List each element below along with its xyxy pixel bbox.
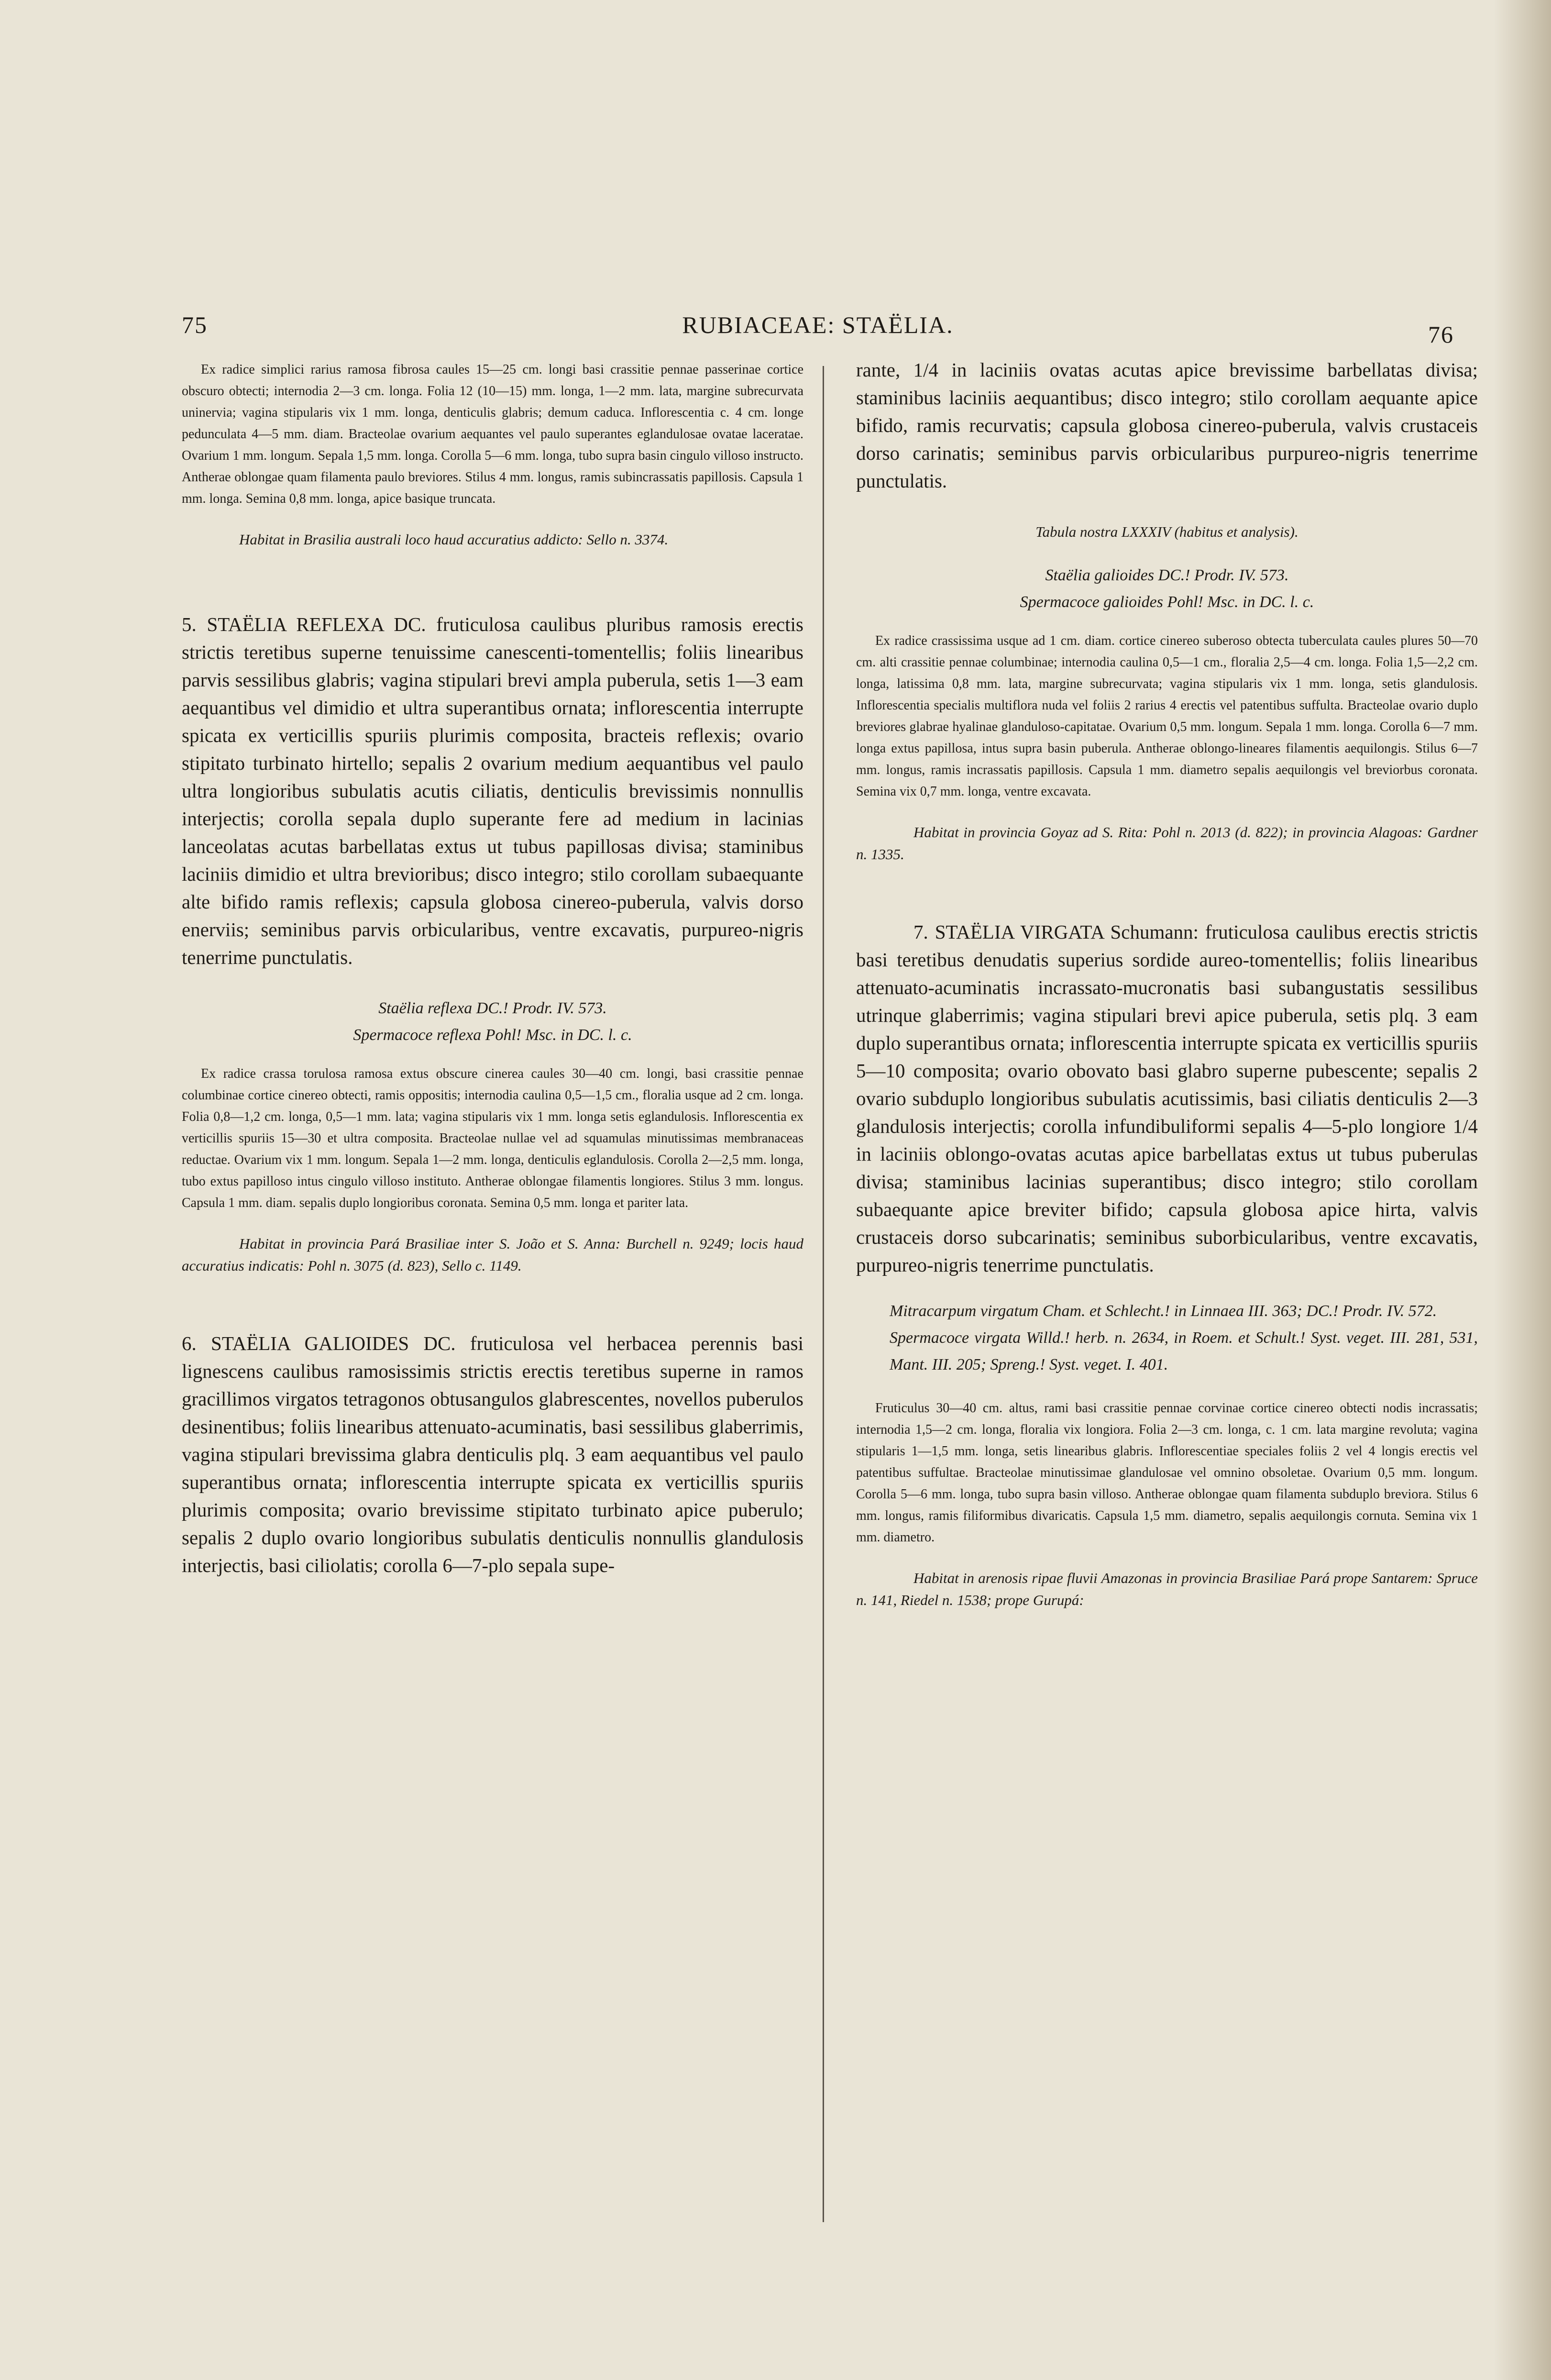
species5-diagnosis: 5. STAËLIA REFLEXA DC. fruticulosa caulibus pluribus ramosis erectis strictis teretibus superne tenuissime canescenti-tomentellis; foliis linearibus parvis sessilibus glabris; vagina stipulari brevi ampla puberula, setis 1—3 eam aequantibus vel dimidio et ultra superantibus ornata; inflorescentia interrupte spicata ex verticillis spuriis plurimis composita, bracteis reflexis; ovario stipitato turbinato hirtello; sepalis 2 ovarium medium aequantibus vel paulo ultra longioribus subulatis acutis ciliatis, denticulis brevissimis nonnullis interjectis; corolla sepala duplo superante fere ad medium in lacinias lanceolatas acutas barbellatas extus ut tubus papillosas divisa; staminibus laciniis dimidio et ultra brevioribus; disco integro; stilo corollam subaequante alte bifido ramis reflexis; capsula globosa cinereo-puberula, valvis dorso enerviis; seminibus parvis orbicularibus, ventre excavatis, purpureo-nigris tenerrime punctulatis. <box>182 613 803 968</box>
species6-description: Ex radice crassissima usque ad 1 cm. diam. cortice cinereo suberoso obtecta tuberculata caules plures 50—70 cm. alti crassitie pennae columbinae; internodia caulina 0,5—1 cm., floralia 2,5—4 cm. longa. Folia 1,5—2,2 cm. longa, latissima 0,8 mm. lata, margine subrecurvata; vagina stipularis vix 1 mm. longa, setis glandulosis. Inflorescentia specialis multiflora nuda vel foliis 2 rarius 4 erectis vel patentibus suffulta. Bracteolae ovario duplo breviores glabrae hyalinae glanduloso-capitatae. Ovarium 0,5 mm. longum. Sepala 1 mm. longa. Corolla 6—7 mm. longa extus papillosa, intus supra basin puberula. Antherae oblongo-lineares filamentis aequilongis. Stilus 6—7 mm. longus, ramis incrassatis papillosis. Capsula 1 mm. diametro sepalis aequilongis vel breviorbus coronata. Semina vix 0,7 mm. longa, ventre excavata. <box>856 633 1478 799</box>
right-column <box>856 359 1478 1611</box>
running-title: RUBIACEAE: STAËLIA. <box>682 311 954 338</box>
species6-synonym-1: Staëlia galioides DC.! Prodr. IV. 573. <box>1045 566 1289 584</box>
column-divider <box>823 366 824 2222</box>
species7-synonym-2: Spermacoce virgata Willd.! herb. n. 2634, in Roem. et Schult.! Syst. veget. III. 281, 531, Mant. III. 205; Spreng.! Syst. veget. I. 401. <box>890 1329 1478 1373</box>
species7-description: Fruticulus 30—40 cm. altus, rami basi crassitie pennae corvinae cortice cinereo obtecti nodis incrassatis; internodia 1,5—2 cm. longa, floralia vix longiora. Folia 2—3 cm. longa, c. 1 cm. lata margine revoluta; vagina stipularis 1—1,5 mm. longa, setis linearibus glabris. Inflorescentiae speciales foliis 2 vel 4 longis erectis vel patentibus suffultae. Bracteolae minutissimae glandulosae vel omnino obsoletae. Ovarium 0,5 mm. longum. Corolla 5—6 mm. longa, tubo supra basin villoso. Antherae oblongae quam filamenta subduplo breviora. Stilus 6 mm. longus, ramis filiformibus divaricatis. Capsula 1,5 mm. diametro, sepalis aequilongis cornuta. Semina vix 1 mm. diametro. <box>856 1401 1478 1545</box>
species4-habitat: Habitat in Brasilia australi loco haud accuratius addicto: Sello n. 3374. <box>239 531 669 548</box>
species7-synonym-1: Mitracarpum virgatum Cham. et Schlecht.! in Linnaea III. 363; DC.! Prodr. IV. 572. <box>890 1302 1437 1320</box>
page-number-right: 76 <box>1428 321 1454 348</box>
species5-habitat: Habitat in provincia Pará Brasiliae inter S. João et S. Anna: Burchell n. 9249; locis haud accuratius indicatis: Pohl n. 3075 (d. 823), Sello c. 1149. <box>182 1235 803 1274</box>
species6-habitat: Habitat in provincia Goyaz ad S. Rita: Pohl n. 2013 (d. 822); in provincia Alagoas: Gardner n. 1335. <box>856 824 1478 863</box>
species5-synonym-1: Staëlia reflexa DC.! Prodr. IV. 573. <box>378 999 607 1017</box>
running-header <box>182 306 1454 349</box>
species4-description: Ex radice simplici rarius ramosa fibrosa caules 15—25 cm. longi basi crassitie pennae passerinae cortice obscuro obtecti; internodia 2—3 cm. longa. Folia 12 (10—15) mm. longa, 1—2 mm. lata, margine subrecurvata uninervia; vagina stipularis vix 1 mm. longa, denticulis glabris; demum caduca. Inflorescentia c. 4 cm. longe pedunculata 4—5 mm. diam. Bracteolae ovarium aequantes vel paulo superantes eglandulosae ovatae laceratae. Ovarium 1 mm. longum. Sepala 1,5 mm. longa. Corolla 5—6 mm. longa, tubo supra basin cingulo villoso instructo. Antherae oblongae quam filamenta paulo breviores. Stilus 4 mm. longus, ramis subincrassatis papillosis. Capsula 1 mm. longa. Semina 0,8 mm. longa, apice basique truncata. <box>182 362 803 506</box>
species5-synonym-2: Spermacoce reflexa Pohl! Msc. in DC. l. c. <box>353 1026 632 1044</box>
species5-description: Ex radice crassa torulosa ramosa extus obscure cinerea caules 30—40 cm. longi, basi crassitie pennae columbinae cortice cinereo obtecti, ramis oppositis; internodia caulina 0,5—1,5 cm., floralia usque ad 2 cm. longa. Folia 0,8—1,2 cm. longa, 0,5—1 mm. lata; vagina stipularis vix 1 mm. longa setis eglandulosis. Inflorescentia ex verticillis spuriis 15—30 et ultra composita. Bracteolae nullae vel ad squamulas minutissimas membranaceas reductae. Ovarium vix 1 mm. longum. Sepala 1—2 mm. longa, denticulis eglandulosis. Corolla 2—2,5 mm. longa, tubo extus papilloso intus cingulo villoso instituto. Antherae oblongae filamentis longiores. Stilus 3 mm. longus. Capsula 1 mm. diam. sepalis duplo longioribus coronata. Semina 0,5 mm. longa et pariter lata. <box>182 1066 803 1210</box>
species6-plate-reference: Tabula nostra LXXXIV (habitus et analysis). <box>1035 523 1298 540</box>
left-column <box>182 359 803 1579</box>
page-number-left: 75 <box>182 311 208 338</box>
species7-diagnosis: 7. STAËLIA VIRGATA Schumann: fruticulosa caulibus erectis strictis basi teretibus denudatis superius sordide aureo-tomentellis; foliis linearibus attenuato-acuminatis incrassato-mucronatis basi subangustatis sessilibus utrinque glaberrimis; vagina stipulari brevi apice puberula, setis plq. 3 eam duplo superantibus ornata; inflorescentia interrupte spicata ex verticillis spuriis 5—10 composita; ovario obovato basi glabro superne pubescente; sepalis 2 ovario subduplo longioribus subulatis acutissimis, basi ciliatis denticulis 2—3 glandulosis interjectis; corolla infundibuliformi sepalis 4—5-plo longiore 1/4 in laciniis oblongo-ovatas acutas apice barbellatas extus ut tubus puberulas divisa; staminibus lacinias superantibus; disco integro; stilo corollam subaequante apice breviter bifido; capsula globosa apice hirta, valvis crustaceis dorso subcarinatis; seminibus suborbicularibus, ventre excavatis, purpureo-nigris tenerrime punctulatis. <box>856 921 1478 1276</box>
species6-synonym-2: Spermacoce galioides Pohl! Msc. in DC. l. c. <box>1020 593 1314 611</box>
species6-diagnosis: 6. STAËLIA GALIOIDES DC. fruticulosa vel herbacea perennis basi lignescens caulibus ramosissimis strictis erectis teretibus superne in ramos gracillimos virgatos tetragonos obtusangulos glabrescentes, novellos puberulos desinentibus; foliis linearibus attenuato-acuminatis, basi sessilibus glaberrimis, vagina stipulari brevissima glabra denticulis plq. 3 eam aequantibus vel paulo superantibus ornata; inflorescentia interrupte spicata ex verticillis spuriis plurimis composita; ovario brevissime stipitato turbinato apice puberulo; sepalis 2 duplo ovario longioribus subulatis denticulis nonnullis glandulosis interjectis, basi ciliolatis; corolla 6—7-plo sepala supe- <box>182 1332 803 1576</box>
species7-habitat: Habitat in arenosis ripae fluvii Amazonas in provincia Brasiliae Pará prope Santarem: Spruce n. 141, Riedel n. 1538; prope Gurupá: <box>856 1570 1478 1608</box>
species6-diagnosis-continued: rante, 1/4 in laciniis ovatas acutas apice brevissime barbellatas divisa; staminibus laciniis aequantibus; disco integro; stilo corollam aequante apice bifido, ramis recurvatis; capsula globosa cinereo-puberula, valvis crustaceis dorso carinatis; seminibus parvis orbicularibus purpureo-nigris tenerrime punctulatis. <box>856 359 1478 492</box>
